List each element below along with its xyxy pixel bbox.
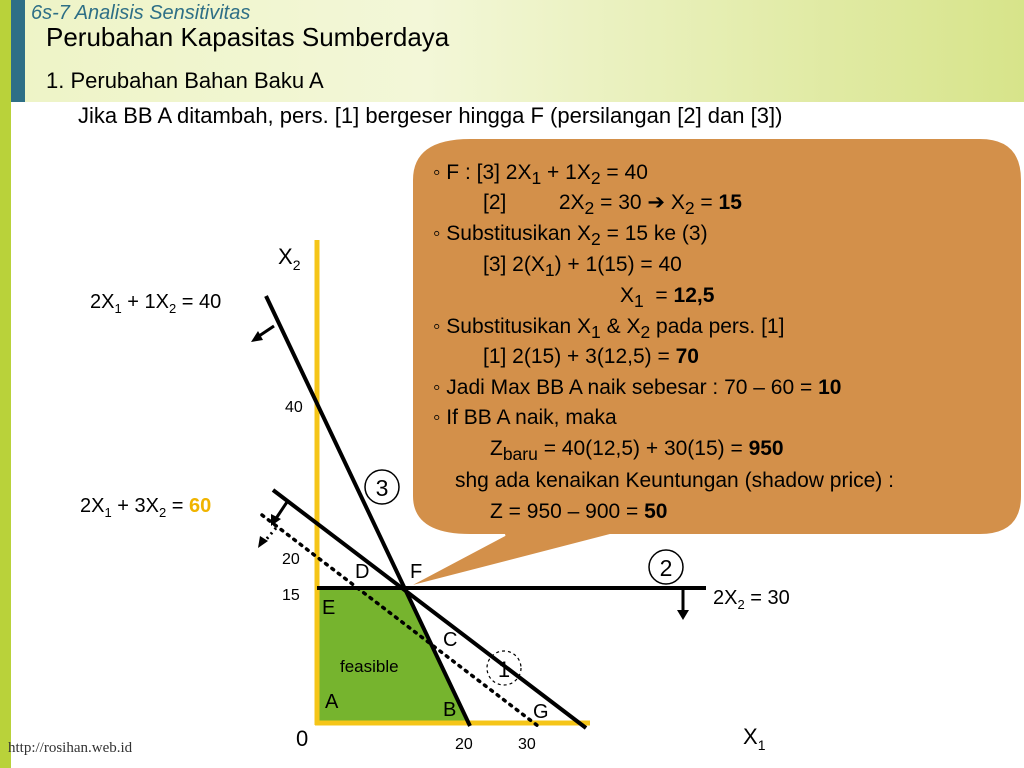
section-heading: 1. Perubahan Bahan Baku A (46, 68, 324, 93)
eq-constraint-2: $2X_2 = 30$ (713, 587, 790, 612)
slide-title: Perubahan Kapasitas Sumberdaya (46, 22, 450, 52)
tick-x-20: 20 (455, 736, 473, 753)
tick-y-40: 40 (285, 399, 303, 416)
callout-line-1: ◦ F : [3] $2X_1 + 1X_2 = 40$ (433, 161, 648, 189)
callout-line-6: ◦ Substitusikan $X_1$ & $X_2$ pada pers. [1] (433, 315, 785, 343)
point-e: E (322, 597, 336, 619)
circle-3-label: 3 (375, 475, 389, 501)
constraint-2-arrowhead (677, 610, 689, 620)
callout-line-4: [3] $2(X_1) + 1(15) = 40$ (483, 253, 682, 281)
callout-line-3: ◦ Substitusikan $X_2 = 15$ ke (3) (433, 222, 708, 250)
point-f: F (410, 561, 423, 583)
point-g: G (533, 701, 549, 723)
point-a: A (325, 691, 339, 713)
feasible-label: feasible (340, 657, 399, 676)
footer-url[interactable]: http://rosihan.web.id (8, 740, 133, 756)
circle-1-label: 1 (497, 657, 511, 682)
point-c: C (443, 629, 458, 651)
point-d: D (355, 561, 370, 583)
circle-2-label: 2 (659, 555, 673, 581)
callout-line-11: shg ada kenaikan Keuntungan (shadow price) : (455, 469, 894, 492)
slide-subtitle: 6s-7 Analisis Sensitivitas (31, 2, 251, 24)
tick-y-15: 15 (282, 587, 300, 604)
intro-text: Jika BB A ditambah, pers. [1] bergeser hingga F (persilangan [2] dan [3]) (78, 103, 783, 128)
callout-line-5: $X_1 = 12,5$ (620, 284, 715, 312)
tick-x-30: 30 (518, 736, 536, 753)
callout-line-12: Z = 950 – 900 = 50 (490, 500, 668, 523)
origin-label: 0 (296, 726, 309, 751)
tick-y-20: 20 (282, 551, 300, 568)
y-axis-label: $X_2$ (278, 244, 301, 273)
eq-constraint-3: $2X_1 + 1X_2 = 40$ (90, 291, 222, 316)
constraint-3-arrowhead (251, 331, 263, 342)
callout-line-2: [2] $2X_2 = 30$ ➔ $X_2 = 15$ (483, 191, 742, 219)
callout-line-10: $Z_{baru} = 40(12,5) + 30(15) = 950$ (490, 437, 784, 465)
callout-line-7: [1] 2(15) + 3(12,5) = 70 (483, 345, 699, 368)
eq-constraint-1: $2X_1 + 3X_2 = 60$ (80, 495, 212, 520)
x-axis-label: $X_1$ (743, 724, 766, 753)
callout-line-8: ◦ Jadi Max BB A naik sebesar : 70 – 60 = 10 (433, 376, 842, 399)
callout-line-9: ◦ If BB A naik, maka (433, 406, 617, 429)
point-b: B (443, 699, 457, 721)
